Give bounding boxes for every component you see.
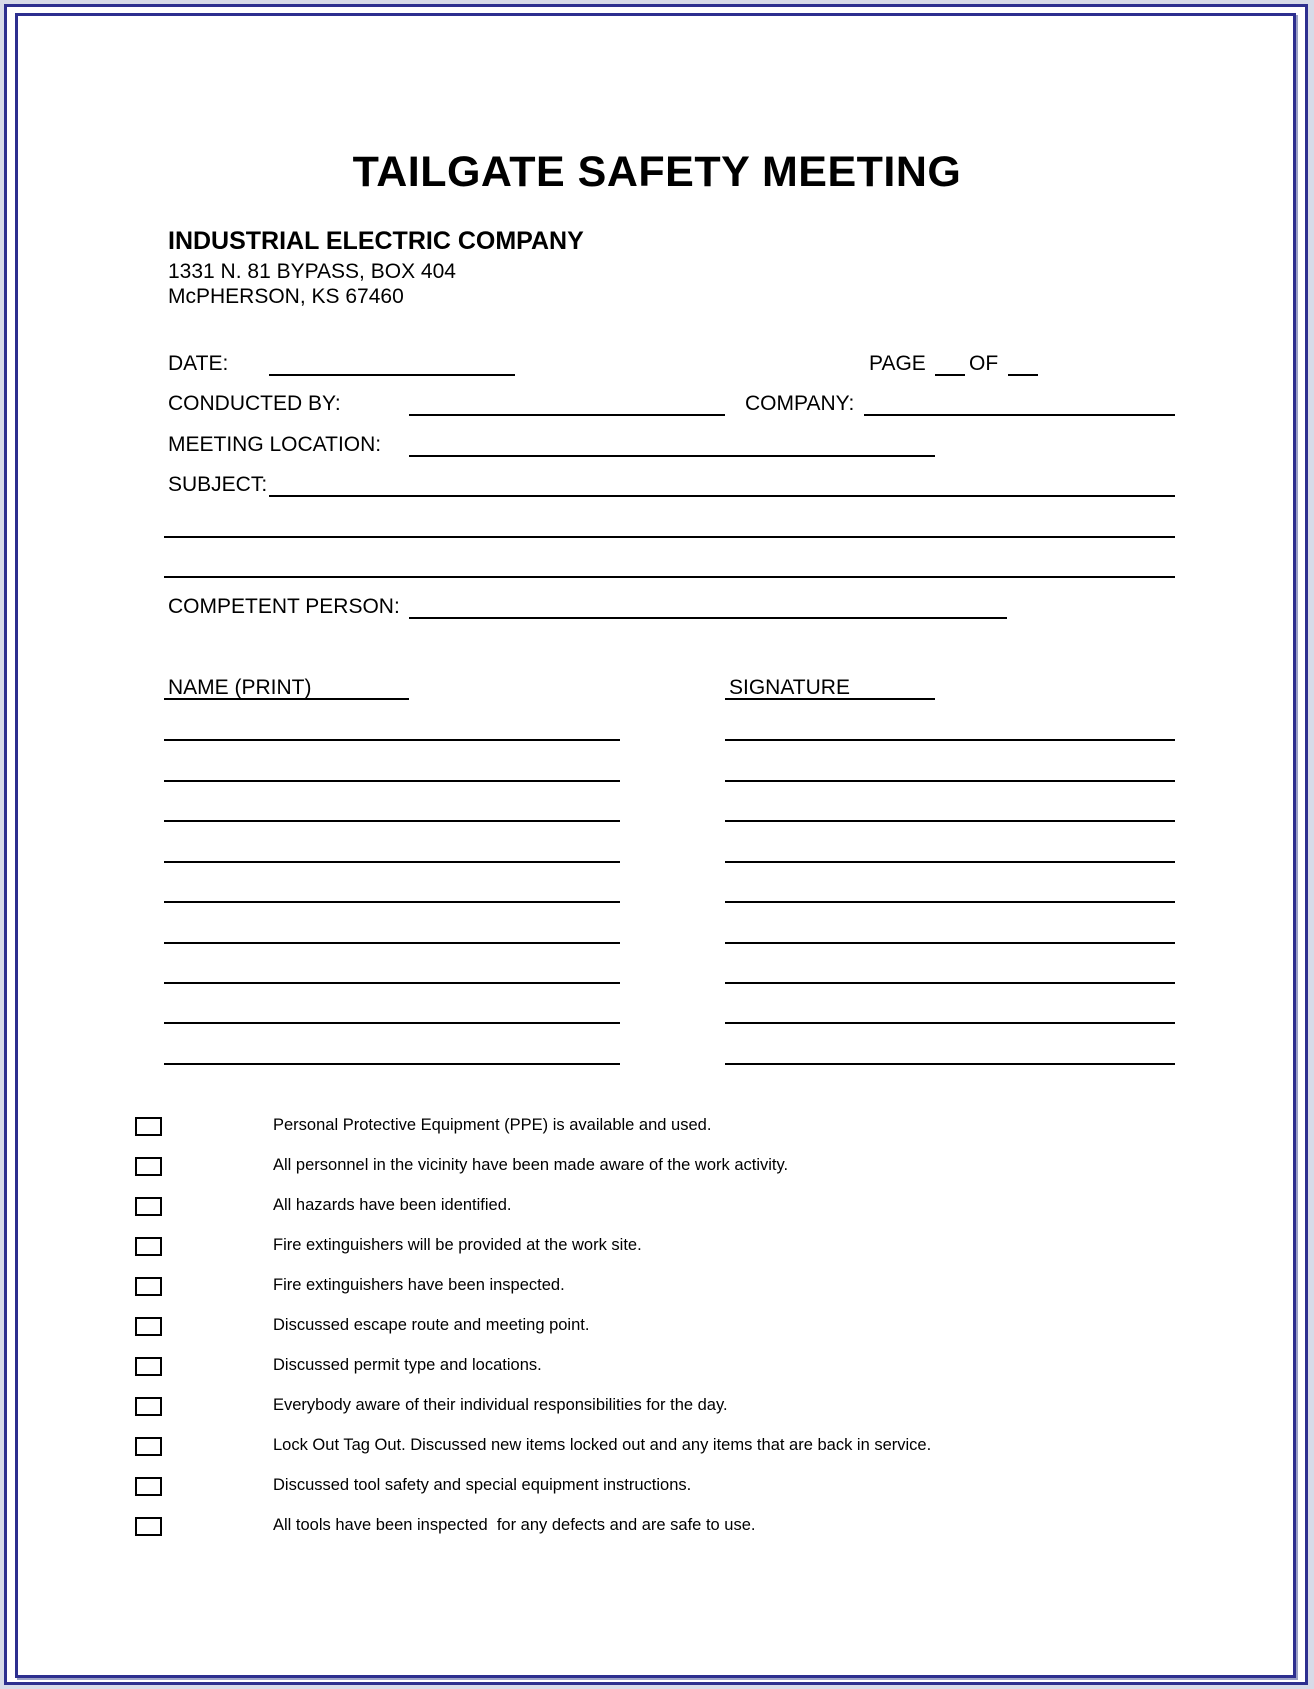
subject-label: SUBJECT: [168,473,268,496]
signature-entry-line[interactable] [725,780,1175,782]
name-entry-line[interactable] [164,1022,620,1024]
form-title: TAILGATE SAFETY MEETING [352,148,962,196]
subject-field-line2[interactable] [164,536,1175,538]
checklist-item-label: Lock Out Tag Out. Discussed new items locked out and any items that are back in service. [273,1436,932,1454]
signature-entry-line[interactable] [725,820,1175,822]
checklist-checkbox[interactable] [135,1237,162,1256]
date-label: DATE: [168,352,229,375]
checklist-checkbox[interactable] [135,1397,162,1416]
checklist-checkbox[interactable] [135,1357,162,1376]
name-print-header: NAME (PRINT) [168,676,312,699]
checklist-checkbox[interactable] [135,1437,162,1456]
signature-entry-line[interactable] [725,942,1175,944]
company-address-line1: 1331 N. 81 BYPASS, BOX 404 [168,260,456,283]
name-entry-line[interactable] [164,1063,620,1065]
checklist-item-label: Discussed tool safety and special equipment instructions. [273,1476,692,1494]
checklist-checkbox[interactable] [135,1317,162,1336]
name-entry-line[interactable] [164,820,620,822]
meeting-location-label: MEETING LOCATION: [168,433,382,456]
signature-entry-line[interactable] [725,901,1175,903]
checklist-checkbox[interactable] [135,1197,162,1216]
checklist-item-label: Personal Protective Equipment (PPE) is available and used. [273,1116,712,1134]
signature-header-underline [725,698,935,700]
name-entry-line[interactable] [164,780,620,782]
date-field[interactable] [269,374,515,376]
page-label: PAGE [869,352,926,375]
company-label: COMPANY: [745,392,855,415]
checklist-checkbox[interactable] [135,1517,162,1536]
subject-field-line3[interactable] [164,576,1175,578]
checklist-item-label: All personnel in the vicinity have been made aware of the work activity. [273,1156,789,1174]
signature-entry-line[interactable] [725,1022,1175,1024]
page-total-field[interactable] [1008,374,1038,376]
checklist-checkbox[interactable] [135,1157,162,1176]
checklist-item-label: All tools have been inspected for any defects and are safe to use. [273,1516,756,1534]
signature-entry-line[interactable] [725,982,1175,984]
checklist-item-label: All hazards have been identified. [273,1196,512,1214]
name-entry-line[interactable] [164,861,620,863]
signature-header: SIGNATURE [729,676,850,699]
of-label: OF [969,352,999,375]
conducted-by-field[interactable] [409,414,725,416]
checklist-item-label: Everybody aware of their individual responsibilities for the day. [273,1396,728,1414]
checklist-item-label: Fire extinguishers will be provided at the work site. [273,1236,642,1254]
company-field[interactable] [864,414,1175,416]
checklist-checkbox[interactable] [135,1277,162,1296]
subject-field-line1[interactable] [269,495,1175,497]
meeting-location-field[interactable] [409,455,935,457]
checklist-checkbox[interactable] [135,1117,162,1136]
checklist-item-label: Discussed escape route and meeting point. [273,1316,590,1334]
company-address-line2: McPHERSON, KS 67460 [168,285,404,308]
signature-entry-line[interactable] [725,1063,1175,1065]
competent-person-label: COMPETENT PERSON: [168,595,400,618]
company-name: INDUSTRIAL ELECTRIC COMPANY [168,227,584,255]
checklist-item-label: Fire extinguishers have been inspected. [273,1276,565,1294]
checklist-checkbox[interactable] [135,1477,162,1496]
page-number-field[interactable] [935,374,965,376]
name-header-underline [164,698,409,700]
conducted-by-label: CONDUCTED BY: [168,392,341,415]
name-entry-line[interactable] [164,982,620,984]
name-entry-line[interactable] [164,901,620,903]
name-entry-line[interactable] [164,739,620,741]
name-entry-line[interactable] [164,942,620,944]
signature-entry-line[interactable] [725,861,1175,863]
signature-entry-line[interactable] [725,739,1175,741]
checklist-item-label: Discussed permit type and locations. [273,1356,542,1374]
competent-person-field[interactable] [409,617,1007,619]
